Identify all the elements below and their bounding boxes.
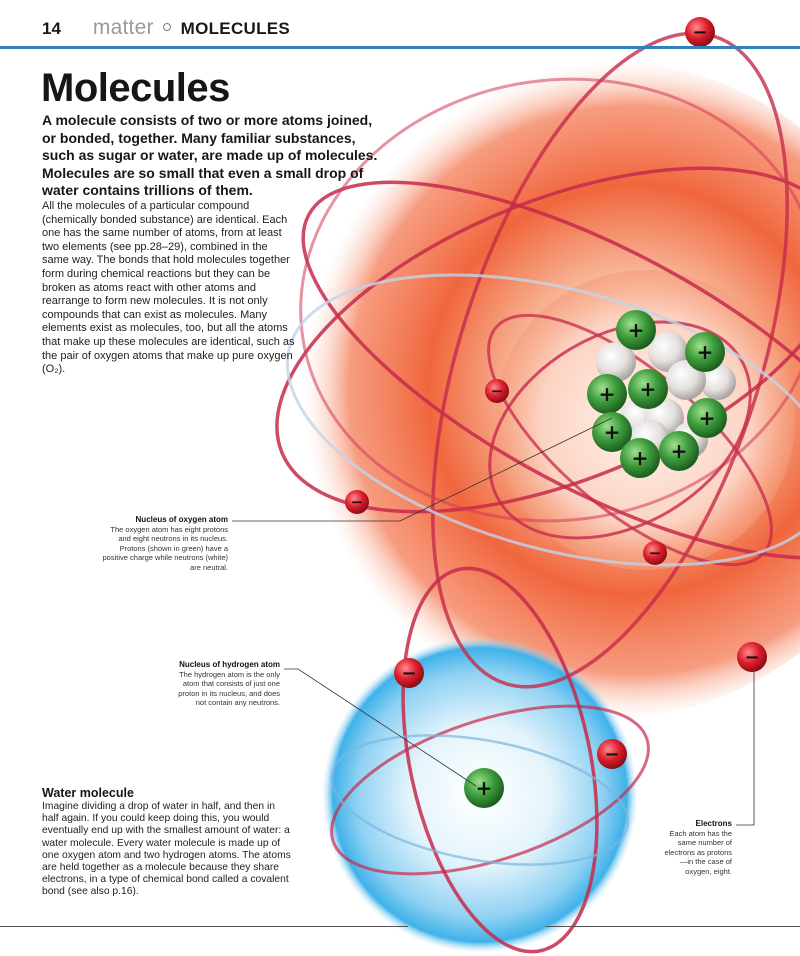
electron [685, 17, 715, 47]
running-head [42, 16, 290, 44]
svg-text:−: − [744, 647, 760, 668]
separator-dot-icon [163, 23, 171, 31]
svg-text:−: − [350, 493, 364, 511]
label-heading: Nucleus of hydrogen atom [179, 660, 280, 669]
label-heading: Nucleus of oxygen atom [135, 515, 228, 524]
svg-text:−: − [604, 744, 620, 765]
svg-text:+: + [598, 382, 616, 406]
svg-text:−: − [692, 22, 708, 43]
electron [485, 379, 509, 403]
svg-text:+: + [670, 439, 688, 463]
label-text: Each atom has the same number of electrons as protons—in the case of oxygen, eight. [664, 828, 732, 876]
header-rule [0, 46, 800, 49]
proton [587, 374, 627, 414]
proton [616, 310, 656, 350]
label-oxygen-nucleus [96, 515, 228, 573]
label-hydrogen-nucleus [168, 660, 280, 708]
electron [643, 541, 667, 565]
electron [394, 658, 424, 688]
svg-text:−: − [648, 544, 662, 562]
proton [687, 398, 727, 438]
svg-text:+: + [639, 377, 657, 401]
chapter-name: MOLECULES [180, 19, 291, 38]
svg-text:+: + [627, 318, 645, 342]
intro-paragraph: A molecule consists of two or more atoms joined, or bonded, together. Many familiar substances, such as sugar or water, are made up of molecules. Molecules are so small that even a small drop of water contains trillions of them. [42, 112, 378, 198]
hydrogen-proton [464, 768, 504, 808]
footer-rule-right [546, 926, 800, 927]
proton [628, 369, 668, 409]
water-molecule-paragraph: Imagine dividing a drop of water in half, and then in half again. If you could keep doing this, you would eventually end up with the smallest amount of water: a water molecule. Every water molecule is made up of one oxygen atom and two hydrogen atoms. The atoms are held together as a molecule because they share electrons, in a type of chemical bond called a covalent bond (see also p.16). [42, 801, 291, 898]
electron [737, 642, 767, 672]
label-text: The hydrogen atom is the only atom that consists of just one proton in its nucleus, and does not contain any neutrons. [178, 669, 280, 708]
svg-text:+: + [696, 340, 714, 364]
svg-text:+: + [698, 406, 716, 430]
proton [659, 431, 699, 471]
svg-text:−: − [490, 382, 504, 400]
page-number: 14 [42, 19, 61, 38]
label-text: The oxygen atom has eight protons and eight neutrons in its nucleus. Protons (shown in green) have a positive charge while neutrons (white) are neutral. [102, 524, 228, 572]
section-name: matter [92, 16, 154, 39]
electron [597, 739, 627, 769]
leader-electrons [736, 672, 754, 825]
proton [620, 438, 660, 478]
electron [345, 490, 369, 514]
label-electrons [662, 819, 732, 877]
page-title: Molecules [41, 66, 230, 110]
svg-text:+: + [631, 446, 649, 470]
svg-text:−: − [401, 663, 417, 684]
svg-text:+: + [603, 420, 621, 444]
water-molecule-heading: Water molecule [42, 786, 134, 800]
svg-text:+: + [475, 776, 493, 800]
footer-rule-left [0, 926, 408, 927]
label-heading: Electrons [695, 819, 732, 828]
proton [685, 332, 725, 372]
body-paragraph: All the molecules of a particular compound (chemically bonded substance) are identical. Each one has the same number of atoms, from at least two elements (see pp.28–29), combined in the same way. The bonds that hold molecules together form during chemical reactions but they can be broken as atoms react with other atoms and rearrange to form new molecules. It is not only compounds that can exist as molecules. Many elements exist as molecules, too, but all the atoms that make up these molecules are identical, such as the pair of oxygen atoms that make up pure oxygen (O₂). [42, 200, 295, 376]
